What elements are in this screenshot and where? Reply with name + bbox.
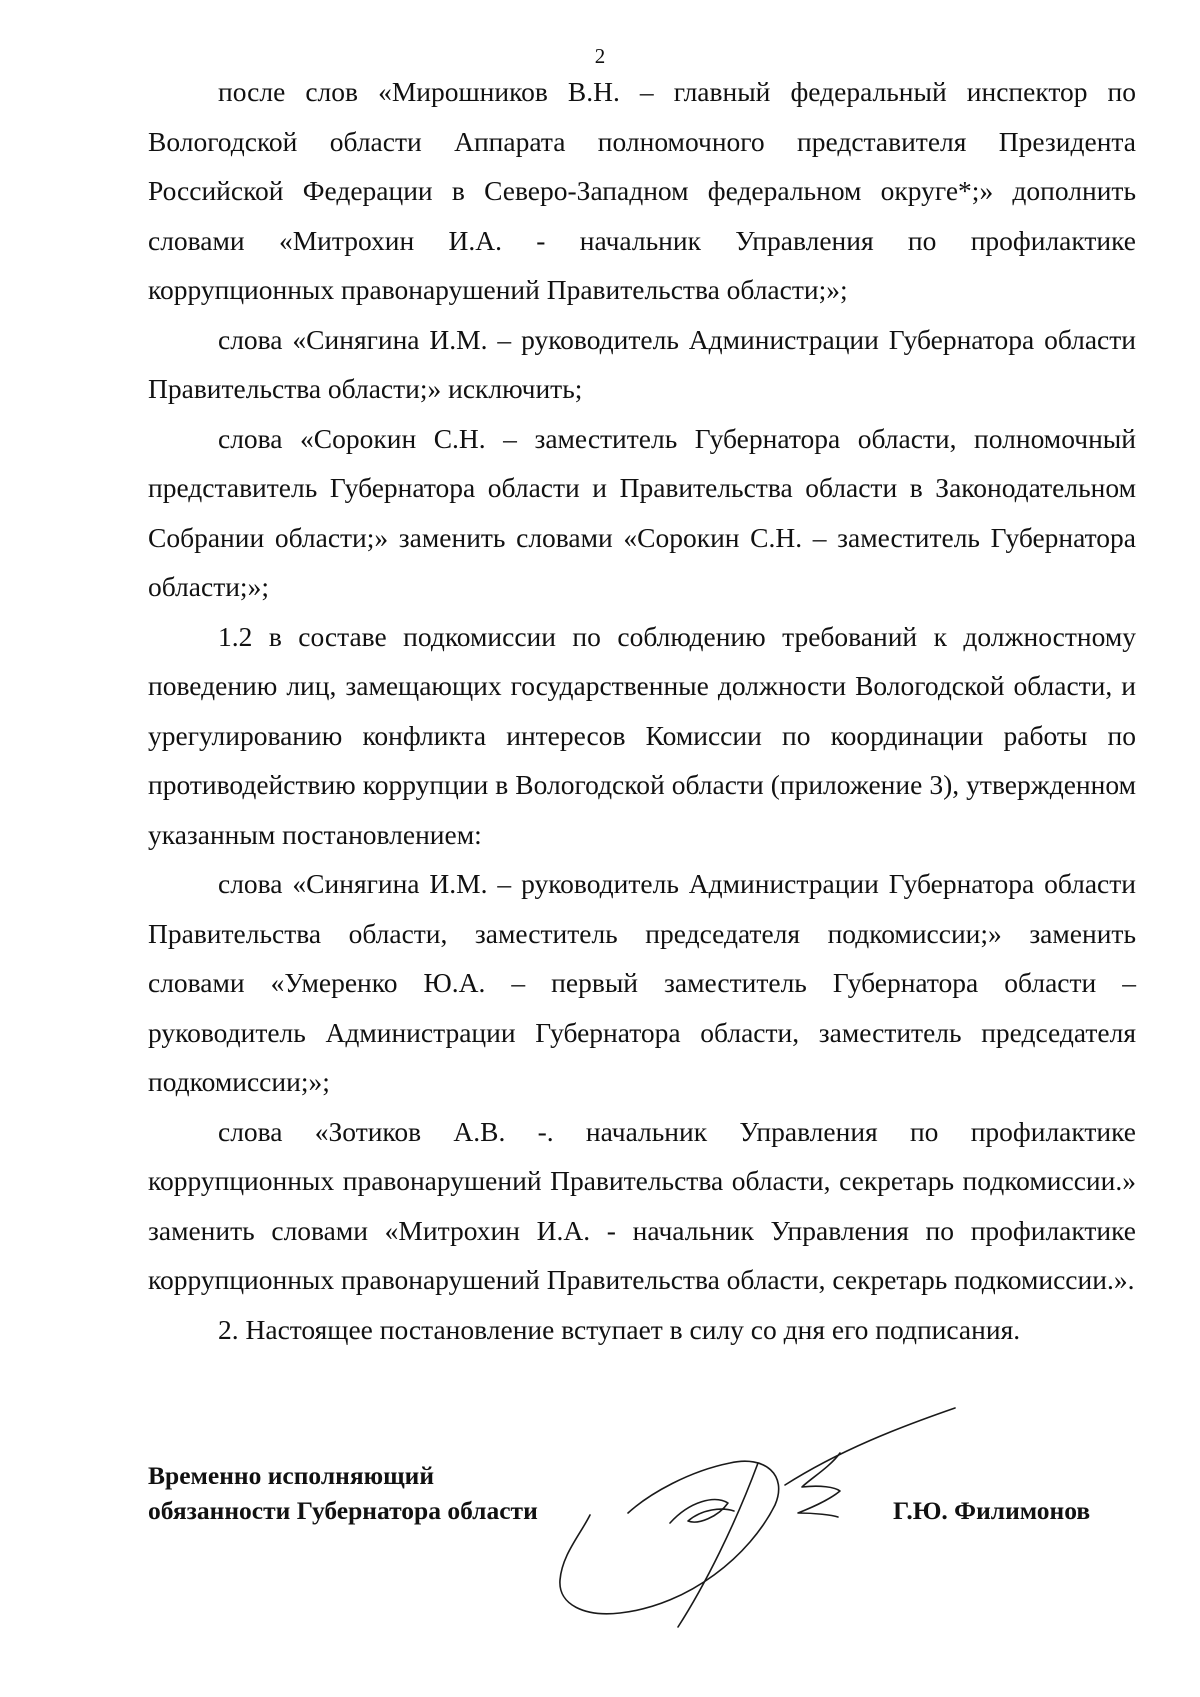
document-body	[148, 67, 1136, 1354]
paragraph-replace-sinyagina: слова «Синягина И.М. – руководитель Администрации Губернатора области Правительства области, заместитель председателя подкомиссии;» заменить словами «Умеренко Ю.А. – первый заместитель Губернатора области – руководитель Администрации Губернатора области, заместитель председателя подкомиссии;»;	[148, 868, 1136, 1097]
signatory-title	[148, 1458, 538, 1528]
paragraph-replace-sorokin: слова «Сорокин С.Н. – заместитель Губернатора области, полномочный представитель Губернатора области и Правительства области в Законодательном Собрании области;» заменить словами «Сорокин С.Н. – заместитель Губернатора области;»;	[148, 422, 1136, 602]
paragraph-subcommission-composition: 1.2 в составе подкомиссии по соблюдению требований к должностному поведению лиц, замещающих государственные должности Вологодской области, и урегулированию конфликта интересов Комиссии по координации работы по противодействию коррупции в Вологодской области (приложение 3), утвержденном указанным постановлением:	[148, 620, 1136, 850]
paragraph-add-mitrokhin: после слов «Мирошников В.Н. – главный федеральный инспектор по Вологодской области Аппарата полномочного представителя Президента Российской Федерации в Северо-Западном федеральном округе*;» дополнить словами «Митрохин И.А. - начальник Управления по профилактике коррупционных правонарушений Правительства области;»;	[148, 76, 1136, 305]
paragraph-effective-date: 2. Настоящее постановление вступает в силу со дня его подписания.	[218, 1313, 1021, 1345]
paragraph-replace-zotikov: слова «Зотиков А.В. -. начальник Управления по профилактике коррупционных правонарушений Правительства области, секретарь подкомиссии.» заменить словами «Митрохин И.А. - начальник Управления по профилактике коррупционных правонарушений Правительства области, секретарь подкомиссии.».	[148, 1115, 1136, 1295]
page-number: 2	[594, 44, 606, 68]
paragraph-remove-sinyagina: слова «Синягина И.М. – руководитель Администрации Губернатора области Правительства области;» исключить;	[148, 323, 1136, 404]
signatory-title-line-2: обязанности Губернатора области	[148, 1496, 538, 1525]
signatory-name: Г.Ю. Филимонов	[893, 1496, 1091, 1525]
signatory-title-line-1: Временно исполняющий	[148, 1461, 435, 1490]
